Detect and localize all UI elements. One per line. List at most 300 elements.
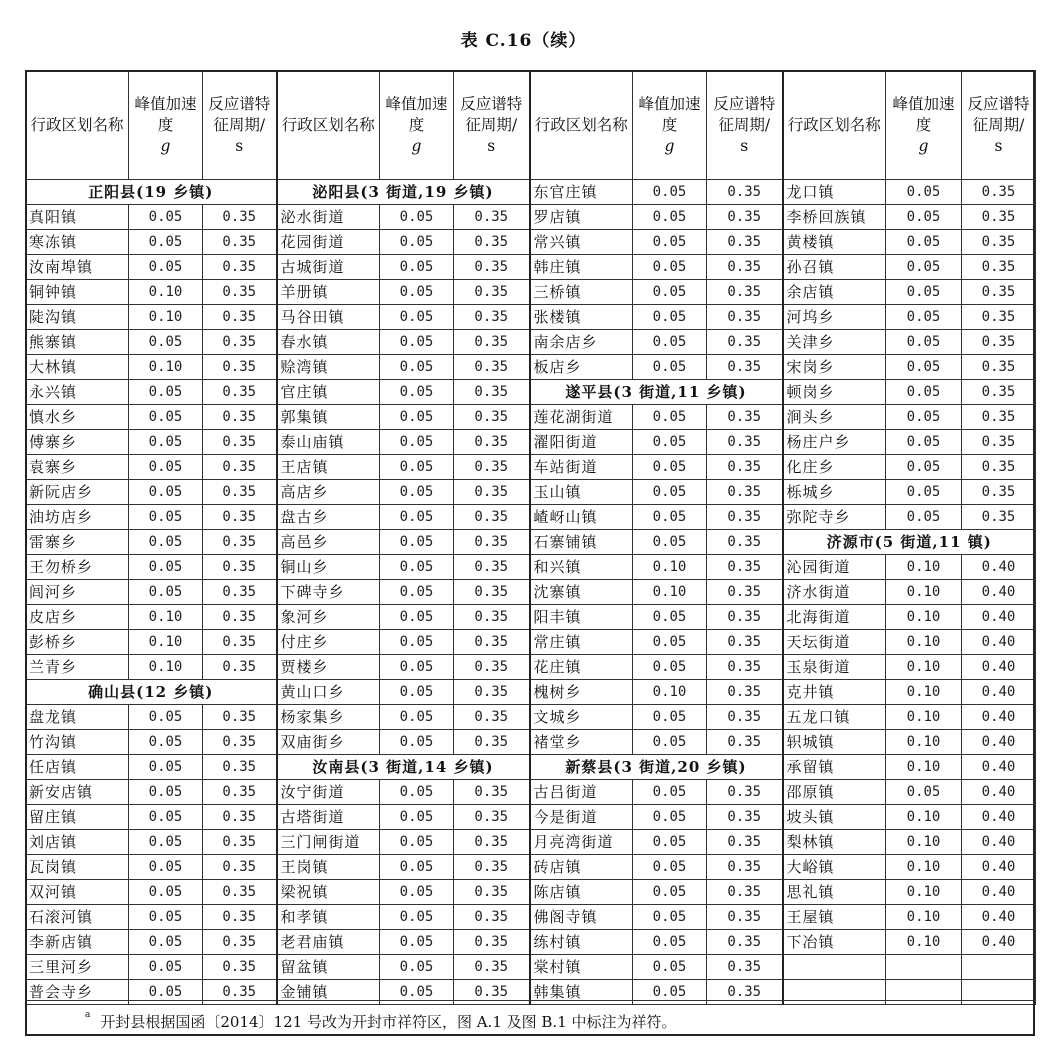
region-name-cell: 和孝镇: [277, 905, 380, 930]
peak-acceleration-cell: 0.05: [129, 230, 203, 255]
region-name-cell: 油坊店乡: [26, 505, 129, 530]
region-name-cell: 杨家集乡: [277, 705, 380, 730]
region-name-cell: 邵原镇: [783, 780, 886, 805]
spectrum-period-cell: 0.35: [454, 530, 530, 555]
peak-acceleration-cell: 0.05: [380, 380, 454, 405]
region-name-cell: 杨庄户乡: [783, 430, 886, 455]
spectrum-period-cell: 0.35: [454, 280, 530, 305]
peak-acceleration-cell: 0.05: [633, 530, 707, 555]
header-period-text: 反应谱特征周期/: [208, 94, 271, 134]
spectrum-period-cell: 0.35: [707, 405, 783, 430]
spectrum-period-cell: 0.35: [962, 330, 1036, 355]
peak-acceleration-cell: 0.05: [633, 805, 707, 830]
spectrum-period-cell: 0.35: [707, 580, 783, 605]
spectrum-period-cell: 0.35: [707, 505, 783, 530]
spectrum-period-cell: 0.35: [203, 855, 277, 880]
footnote-mark: a: [85, 1010, 91, 1020]
spectrum-period-cell: 0.35: [962, 405, 1036, 430]
peak-acceleration-cell: 0.05: [886, 480, 962, 505]
spectrum-period-cell: 0.35: [707, 255, 783, 280]
peak-acceleration-cell: 0.05: [633, 730, 707, 755]
section-header: 正阳县(19 乡镇): [26, 180, 277, 205]
header-pga-text: 峰值加速度: [385, 94, 448, 134]
peak-acceleration-cell: 0.05: [633, 405, 707, 430]
spectrum-period-cell: 0.35: [454, 705, 530, 730]
spectrum-period-cell: 0.35: [707, 230, 783, 255]
region-name-cell: 常庄镇: [530, 630, 633, 655]
spectrum-period-cell: 0.35: [454, 455, 530, 480]
spectrum-period-cell: 0.40: [962, 930, 1036, 955]
spectrum-period-cell: 0.35: [707, 430, 783, 455]
region-name-cell: 棠村镇: [530, 955, 633, 980]
spectrum-period-cell: 0.35: [454, 205, 530, 230]
header-period-unit-text: s: [487, 136, 496, 155]
peak-acceleration-cell: 0.05: [380, 630, 454, 655]
region-name-cell: 化庄乡: [783, 455, 886, 480]
spectrum-period-cell: 0.35: [203, 230, 277, 255]
spectrum-period-cell: 0.35: [203, 505, 277, 530]
peak-acceleration-cell: 0.05: [633, 955, 707, 980]
peak-acceleration-cell: 0.10: [886, 855, 962, 880]
region-name-cell: 瓦岗镇: [26, 855, 129, 880]
region-name-cell: 双河镇: [26, 880, 129, 905]
peak-acceleration-cell: 0.05: [129, 730, 203, 755]
region-name-cell: 阳丰镇: [530, 605, 633, 630]
region-name-cell: 弥陀寺乡: [783, 505, 886, 530]
peak-acceleration-cell: 0.05: [886, 205, 962, 230]
spectrum-period-cell: 0.35: [962, 280, 1036, 305]
peak-acceleration-cell: 0.10: [129, 280, 203, 305]
spectrum-period-cell: 0.35: [962, 205, 1036, 230]
header-pga-text: 峰值加速度: [892, 94, 955, 134]
spectrum-period-cell: 0.35: [962, 430, 1036, 455]
peak-acceleration-cell: 0.05: [380, 855, 454, 880]
peak-acceleration-cell: 0.05: [633, 930, 707, 955]
spectrum-period-cell: 0.35: [203, 905, 277, 930]
spectrum-period-cell: 0.35: [707, 480, 783, 505]
peak-acceleration-cell: 0.05: [380, 955, 454, 980]
spectrum-period-cell: 0.35: [203, 405, 277, 430]
spectrum-period-cell: 0.35: [707, 180, 783, 205]
region-name-cell: 泰山庙镇: [277, 430, 380, 455]
header-pga-unit-text: g: [160, 136, 171, 155]
peak-acceleration-cell: 0.05: [886, 430, 962, 455]
spectrum-period-cell: 0.35: [454, 230, 530, 255]
header-name-text: 行政区划名称: [30, 115, 124, 134]
peak-acceleration-cell: 0.05: [380, 230, 454, 255]
peak-acceleration-cell: 0.10: [886, 730, 962, 755]
spectrum-period-cell: 0.35: [203, 280, 277, 305]
peak-acceleration-cell: 0.05: [129, 880, 203, 905]
peak-acceleration-cell: 0.05: [886, 255, 962, 280]
region-name-cell: 今是街道: [530, 805, 633, 830]
spectrum-period-cell: 0.35: [203, 655, 277, 680]
region-name-cell: 五龙口镇: [783, 705, 886, 730]
region-name-cell: 泌水街道: [277, 205, 380, 230]
region-name-cell: 老君庙镇: [277, 930, 380, 955]
header-name-text: 行政区划名称: [281, 115, 375, 134]
peak-acceleration-cell: 0.05: [633, 655, 707, 680]
peak-acceleration-cell: 0.10: [886, 555, 962, 580]
spectrum-period-cell: 0.35: [707, 780, 783, 805]
spectrum-period-cell: 0.35: [454, 680, 530, 705]
peak-acceleration-cell: 0.10: [886, 930, 962, 955]
region-name-cell: 关津乡: [783, 330, 886, 355]
spectrum-period-cell: 0.35: [454, 905, 530, 930]
peak-acceleration-cell: 0.10: [886, 880, 962, 905]
spectrum-period-cell: 0.35: [707, 955, 783, 980]
peak-acceleration-cell: 0.05: [129, 505, 203, 530]
peak-acceleration-cell: 0.05: [129, 455, 203, 480]
region-name-cell: 板店乡: [530, 355, 633, 380]
peak-acceleration-cell: 0.05: [886, 230, 962, 255]
region-name-cell: 三桥镇: [530, 280, 633, 305]
peak-acceleration-cell: 0.05: [380, 730, 454, 755]
peak-acceleration-cell: 0.05: [129, 580, 203, 605]
region-name-cell: 黄楼镇: [783, 230, 886, 255]
spectrum-period-cell: 0.35: [454, 605, 530, 630]
spectrum-period-cell: 0.35: [454, 380, 530, 405]
region-name-cell: 古吕街道: [530, 780, 633, 805]
header-period-unit-text: s: [235, 136, 244, 155]
peak-acceleration-cell: 0.05: [633, 705, 707, 730]
peak-acceleration-cell: 0.05: [633, 780, 707, 805]
spectrum-period-cell: 0.35: [454, 480, 530, 505]
region-name-cell: 铜钟镇: [26, 280, 129, 305]
peak-acceleration-cell: 0.05: [633, 205, 707, 230]
region-name-cell: 文城乡: [530, 705, 633, 730]
region-name-cell: 罗店镇: [530, 205, 633, 230]
spectrum-period-cell: 0.35: [203, 730, 277, 755]
peak-acceleration-cell: 0.05: [129, 955, 203, 980]
spectrum-period-cell: 0.35: [962, 480, 1036, 505]
peak-acceleration-cell: 0.05: [633, 330, 707, 355]
peak-acceleration-cell: 0.05: [886, 180, 962, 205]
section-header: 新蔡县(3 街道,20 乡镇): [530, 755, 783, 780]
peak-acceleration-cell: 0.05: [129, 930, 203, 955]
peak-acceleration-cell: 0.05: [380, 830, 454, 855]
region-name-cell: 佛阁寺镇: [530, 905, 633, 930]
region-name-cell: 玉山镇: [530, 480, 633, 505]
header-period-text: 反应谱特征周期/: [460, 94, 523, 134]
region-name-cell: 梁祝镇: [277, 880, 380, 905]
spectrum-period-cell: 0.35: [454, 780, 530, 805]
peak-acceleration-cell: 0.05: [886, 280, 962, 305]
spectrum-period-cell: 0.35: [203, 305, 277, 330]
peak-acceleration-cell: 0.05: [380, 705, 454, 730]
region-name-cell: 大峪镇: [783, 855, 886, 880]
spectrum-period-cell: 0.35: [454, 555, 530, 580]
peak-acceleration-cell: 0.05: [380, 780, 454, 805]
peak-acceleration-cell: 0.05: [380, 330, 454, 355]
region-name-cell: 车站街道: [530, 455, 633, 480]
spectrum-period-cell: 0.35: [707, 830, 783, 855]
spectrum-period-cell: 0.35: [707, 455, 783, 480]
spectrum-period-cell: 0.35: [707, 330, 783, 355]
peak-acceleration-cell: 0.05: [129, 255, 203, 280]
region-name-cell: 贾楼乡: [277, 655, 380, 680]
peak-acceleration-cell: 0.05: [633, 305, 707, 330]
section-header: 遂平县(3 街道,11 乡镇): [530, 380, 783, 405]
spectrum-period-cell: 0.35: [454, 430, 530, 455]
peak-acceleration-cell: 0.05: [886, 305, 962, 330]
header-pga-text: 峰值加速度: [134, 94, 197, 134]
section-header: 汝南县(3 街道,14 乡镇): [277, 755, 530, 780]
spectrum-period-cell: 0.35: [203, 380, 277, 405]
spectrum-period-cell: 0.35: [454, 580, 530, 605]
spectrum-period-cell: 0.35: [454, 930, 530, 955]
spectrum-period-cell: 0.35: [962, 505, 1036, 530]
section-header: 确山县(12 乡镇): [26, 680, 277, 705]
peak-acceleration-cell: 0.05: [633, 355, 707, 380]
spectrum-period-cell: 0.35: [454, 730, 530, 755]
region-name-cell: 金铺镇: [277, 980, 380, 1005]
peak-acceleration-cell: 0.05: [380, 805, 454, 830]
spectrum-period-cell: 0.35: [454, 830, 530, 855]
peak-acceleration-cell: 0.05: [129, 805, 203, 830]
peak-acceleration-cell: 0.05: [380, 880, 454, 905]
region-name-cell: 花庄镇: [530, 655, 633, 680]
region-name-cell: 付庄乡: [277, 630, 380, 655]
peak-acceleration-cell: 0.05: [129, 205, 203, 230]
region-name-cell: 沈寨镇: [530, 580, 633, 605]
spectrum-period-cell: 0.35: [203, 755, 277, 780]
spectrum-period-cell: 0.40: [962, 730, 1036, 755]
region-name-cell: 涧头乡: [783, 405, 886, 430]
peak-acceleration-cell: 0.05: [380, 655, 454, 680]
peak-acceleration-cell: 0.05: [633, 605, 707, 630]
spectrum-period-cell: 0.35: [203, 580, 277, 605]
peak-acceleration-cell: 0.05: [633, 830, 707, 855]
peak-acceleration-cell: 0.05: [380, 480, 454, 505]
region-name-cell: 济水街道: [783, 580, 886, 605]
region-name-cell: 花园街道: [277, 230, 380, 255]
region-name-cell: 下碑寺乡: [277, 580, 380, 605]
footnote: [25, 1000, 1035, 1036]
region-name-cell: 练村镇: [530, 930, 633, 955]
region-name-cell: 寒冻镇: [26, 230, 129, 255]
peak-acceleration-cell: 0.10: [633, 555, 707, 580]
peak-acceleration-cell: 0.05: [380, 305, 454, 330]
peak-acceleration-cell: 0.05: [633, 480, 707, 505]
table-frame: [25, 70, 1035, 1036]
region-name-cell: 普会寺乡: [26, 980, 129, 1005]
region-name-cell: 象河乡: [277, 605, 380, 630]
spectrum-period-cell: 0.35: [707, 880, 783, 905]
peak-acceleration-cell: 0.05: [129, 905, 203, 930]
region-name-cell: 坡头镇: [783, 805, 886, 830]
region-name-cell: 羊册镇: [277, 280, 380, 305]
region-name-cell: 马谷田镇: [277, 305, 380, 330]
region-name-cell: 高邑乡: [277, 530, 380, 555]
peak-acceleration-cell: 0.05: [633, 280, 707, 305]
region-name-cell: 郭集镇: [277, 405, 380, 430]
region-name-cell: 莲花湖街道: [530, 405, 633, 430]
peak-acceleration-cell: 0.05: [633, 880, 707, 905]
region-name-cell: 玉泉街道: [783, 655, 886, 680]
peak-acceleration-cell: 0.10: [886, 655, 962, 680]
region-name-cell: 梨林镇: [783, 830, 886, 855]
region-name-cell: 古城街道: [277, 255, 380, 280]
region-name-cell: 汝南埠镇: [26, 255, 129, 280]
spectrum-period-cell: 0.35: [454, 855, 530, 880]
region-name-cell: 北海街道: [783, 605, 886, 630]
region-name-cell: 高店乡: [277, 480, 380, 505]
spectrum-period-cell: 0.35: [707, 805, 783, 830]
peak-acceleration-cell: 0.10: [129, 355, 203, 380]
spectrum-period-cell: 0.35: [203, 555, 277, 580]
header-period-text: 反应谱特征周期/: [967, 94, 1030, 134]
region-name-cell: 皮店乡: [26, 605, 129, 630]
region-name-cell: 濯阳街道: [530, 430, 633, 455]
spectrum-period-cell: 0.35: [707, 730, 783, 755]
peak-acceleration-cell: 0.05: [380, 405, 454, 430]
peak-acceleration-cell: 0.10: [129, 605, 203, 630]
peak-acceleration-cell: 0.05: [380, 680, 454, 705]
region-name-cell: 河坞乡: [783, 305, 886, 330]
spectrum-period-cell: 0.35: [962, 255, 1036, 280]
region-name-cell: 雷寨乡: [26, 530, 129, 555]
spectrum-period-cell: 0.35: [707, 355, 783, 380]
peak-acceleration-cell: 0.05: [633, 855, 707, 880]
spectrum-period-cell: 0.35: [203, 955, 277, 980]
spectrum-period-cell: 0.40: [962, 630, 1036, 655]
region-name-cell: 南余店乡: [530, 330, 633, 355]
peak-acceleration-cell: 0.05: [129, 830, 203, 855]
region-name-cell: 傅寨乡: [26, 430, 129, 455]
peak-acceleration-cell: 0.10: [886, 805, 962, 830]
spectrum-period-cell: 0.35: [203, 805, 277, 830]
spectrum-period-cell: 0.35: [707, 680, 783, 705]
peak-acceleration-cell: 0.05: [633, 630, 707, 655]
header-period-unit-text: s: [994, 136, 1003, 155]
peak-acceleration-cell: 0.10: [886, 605, 962, 630]
region-name-cell: 新安店镇: [26, 780, 129, 805]
spectrum-period-cell: 0.35: [962, 180, 1036, 205]
region-name-cell: 闾河乡: [26, 580, 129, 605]
spectrum-period-cell: 0.35: [203, 630, 277, 655]
peak-acceleration-cell: 0.05: [129, 480, 203, 505]
spectrum-period-cell: 0.35: [707, 555, 783, 580]
peak-acceleration-cell: 0.05: [380, 580, 454, 605]
spectrum-period-cell: 0.35: [707, 855, 783, 880]
spectrum-period-cell: 0.35: [203, 355, 277, 380]
region-name-cell: 韩集镇: [530, 980, 633, 1005]
peak-acceleration-cell: 0.05: [886, 355, 962, 380]
spectrum-period-cell: 0.40: [962, 605, 1036, 630]
spectrum-period-cell: 0.35: [707, 205, 783, 230]
peak-acceleration-cell: 0.05: [380, 505, 454, 530]
spectrum-period-cell: 0.35: [203, 880, 277, 905]
header-pga-unit-text: g: [664, 136, 675, 155]
region-name-cell: 余店镇: [783, 280, 886, 305]
peak-acceleration-cell: 0.05: [129, 530, 203, 555]
peak-acceleration-cell: 0.05: [633, 455, 707, 480]
spectrum-period-cell: 0.35: [707, 280, 783, 305]
spectrum-period-cell: 0.35: [707, 930, 783, 955]
spectrum-period-cell: 0.35: [962, 230, 1036, 255]
region-name-cell: 王岗镇: [277, 855, 380, 880]
peak-acceleration-cell: 0.05: [129, 405, 203, 430]
spectrum-period-cell: 0.35: [454, 505, 530, 530]
region-name-cell: 陡沟镇: [26, 305, 129, 330]
peak-acceleration-cell: 0.05: [633, 255, 707, 280]
peak-acceleration-cell: 0.05: [380, 430, 454, 455]
peak-acceleration-cell: 0.10: [633, 580, 707, 605]
peak-acceleration-cell: 0.10: [129, 305, 203, 330]
spectrum-period-cell: 0.35: [707, 305, 783, 330]
spectrum-period-cell: 0.35: [203, 705, 277, 730]
region-name-cell: 顿岗乡: [783, 380, 886, 405]
spectrum-period-cell: 0.35: [962, 305, 1036, 330]
spectrum-period-cell: 0.35: [962, 355, 1036, 380]
peak-acceleration-cell: 0.10: [886, 630, 962, 655]
peak-acceleration-cell: 0.10: [886, 680, 962, 705]
spectrum-period-cell: 0.40: [962, 580, 1036, 605]
peak-acceleration-cell: 0.05: [380, 555, 454, 580]
table-title: 表 C.16（续）: [460, 31, 587, 51]
region-name-cell: 宋岗乡: [783, 355, 886, 380]
spectrum-period-cell: 0.40: [962, 680, 1036, 705]
peak-acceleration-cell: 0.05: [380, 980, 454, 1005]
region-name-cell: 留庄镇: [26, 805, 129, 830]
region-name-cell: 王店镇: [277, 455, 380, 480]
spectrum-period-cell: 0.35: [203, 430, 277, 455]
spectrum-period-cell: 0.35: [454, 980, 530, 1005]
spectrum-period-cell: 0.35: [454, 305, 530, 330]
region-name-cell: 石寨铺镇: [530, 530, 633, 555]
peak-acceleration-cell: 0.10: [633, 680, 707, 705]
region-name-cell: 三门闸街道: [277, 830, 380, 855]
peak-acceleration-cell: 0.10: [886, 705, 962, 730]
section-header: 泌阳县(3 街道,19 乡镇): [277, 180, 530, 205]
peak-acceleration-cell: 0.05: [380, 455, 454, 480]
peak-acceleration-cell: 0.05: [380, 205, 454, 230]
peak-acceleration-cell: 0.05: [129, 555, 203, 580]
spectrum-period-cell: 0.40: [962, 855, 1036, 880]
spectrum-period-cell: 0.35: [962, 380, 1036, 405]
peak-acceleration-cell: 0.05: [380, 605, 454, 630]
region-name-cell: 月亮湾街道: [530, 830, 633, 855]
spectrum-period-cell: 0.40: [962, 780, 1036, 805]
region-name-cell: 韩庄镇: [530, 255, 633, 280]
peak-acceleration-cell: 0.05: [380, 355, 454, 380]
region-name-cell: 陈店镇: [530, 880, 633, 905]
spectrum-period-cell: 0.35: [707, 655, 783, 680]
region-name-cell: 王屋镇: [783, 905, 886, 930]
region-name-cell: 盘龙镇: [26, 705, 129, 730]
region-name-cell: 袁寨乡: [26, 455, 129, 480]
region-name-cell: 兰青乡: [26, 655, 129, 680]
spectrum-period-cell: 0.40: [962, 705, 1036, 730]
region-name-cell: 槐树乡: [530, 680, 633, 705]
region-name-cell: 铜山乡: [277, 555, 380, 580]
spectrum-period-cell: 0.35: [203, 255, 277, 280]
header-pga-unit-text: g: [411, 136, 422, 155]
region-name-cell: 李桥回族镇: [783, 205, 886, 230]
region-name-cell: 石滚河镇: [26, 905, 129, 930]
peak-acceleration-cell: 0.05: [633, 980, 707, 1005]
peak-acceleration-cell: 0.05: [633, 180, 707, 205]
header-name-text: 行政区划名称: [534, 115, 628, 134]
spectrum-period-cell: 0.35: [454, 655, 530, 680]
peak-acceleration-cell: 0.10: [886, 905, 962, 930]
region-name-cell: 春水镇: [277, 330, 380, 355]
spectrum-period-cell: 0.35: [454, 255, 530, 280]
region-name-cell: 栎城乡: [783, 480, 886, 505]
peak-acceleration-cell: 0.05: [129, 780, 203, 805]
peak-acceleration-cell: 0.05: [129, 330, 203, 355]
